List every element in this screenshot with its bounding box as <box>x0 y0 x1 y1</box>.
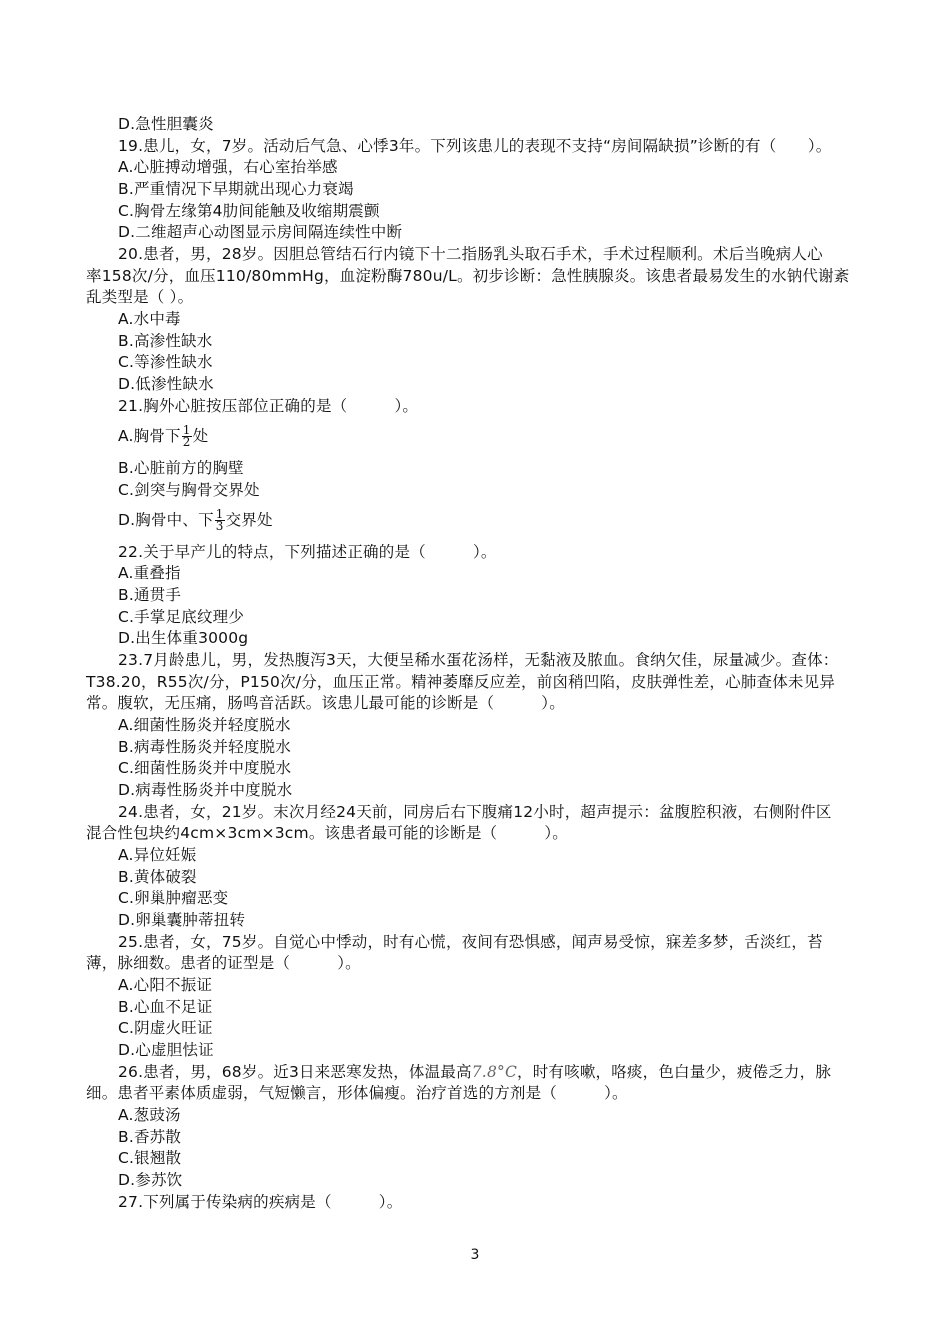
option-line: C.剑突与胸骨交界处 <box>118 481 260 499</box>
fraction-denominator: 3 <box>215 519 224 533</box>
option-line: D.卵巢囊肿蒂扭转 <box>118 911 246 929</box>
option-text: 交界处 <box>225 511 273 529</box>
question-20: 20.患者，男，28岁。因胆总管结石行内镜下十二指肠乳头取石手术，手术过程顺利。术后当晚病人心 <box>118 245 823 263</box>
option-line: A.异位妊娠 <box>118 846 197 864</box>
question-20-cont: 率158次/分，血压110/80mmHg，血淀粉酶780u/L。初步诊断：急性胰腺炎。该患者最易发生的水钠代谢紊 <box>86 267 850 285</box>
option-text: D.胸骨中、下 <box>118 511 214 529</box>
option-line-fraction <box>118 425 208 448</box>
fraction-numerator: 1 <box>182 423 191 437</box>
option-line: D.病毒性肠炎并中度脱水 <box>118 781 293 799</box>
fraction-numerator: 1 <box>215 507 224 521</box>
question-25-cont: 薄，脉细数。患者的证型是（ ）。 <box>86 954 361 972</box>
option-text: A.胸骨下 <box>118 427 181 445</box>
fraction-denominator: 2 <box>182 435 191 449</box>
option-line: A.葱豉汤 <box>118 1106 181 1124</box>
option-line: C.胸骨左缘第4肋间能触及收缩期震颤 <box>118 202 380 220</box>
fraction <box>182 425 192 448</box>
question-text: 26.患者，男，68岁。近3日来恶寒发热，体温最高 <box>118 1063 472 1081</box>
option-line: D.出生体重3000g <box>118 629 249 647</box>
option-line: B.严重情况下早期就出现心力衰竭 <box>118 180 354 198</box>
question-26 <box>118 1062 831 1082</box>
fraction <box>215 509 225 532</box>
option-line: A.细菌性肠炎并轻度脱水 <box>118 716 291 734</box>
option-line: A.水中毒 <box>118 310 181 328</box>
option-line: C.细菌性肠炎并中度脱水 <box>118 759 292 777</box>
question-25: 25.患者，女，75岁。自觉心中悸动，时有心慌，夜间有恐惧感，闻声易受惊，寐差多梦，舌淡红，苔 <box>118 933 823 951</box>
option-line: A.心脏搏动增强，右心室抬举感 <box>118 158 338 176</box>
question-27: 27.下列属于传染病的疾病是（ ）。 <box>118 1193 403 1211</box>
question-22: 22.关于早产儿的特点，下列描述正确的是（ ）。 <box>118 543 497 561</box>
option-line: D.二维超声心动图显示房间隔连续性中断 <box>118 223 403 241</box>
option-line: C.银翘散 <box>118 1149 182 1167</box>
option-line: D.参苏饮 <box>118 1171 183 1189</box>
question-21: 21.胸外心脏按压部位正确的是（ ）。 <box>118 397 419 415</box>
question-24: 24.患者，女，21岁。末次月经24天前，同房后右下腹痛12小时，超声提示：盆腹腔积液，右侧附件区 <box>118 803 832 821</box>
option-line: D.急性胆囊炎 <box>118 115 214 133</box>
option-line-fraction <box>118 509 273 532</box>
question-24-cont: 混合性包块约4cm×3cm×3cm。该患者最可能的诊断是（ ）。 <box>86 824 568 842</box>
option-line: D.低渗性缺水 <box>118 375 214 393</box>
option-line: B.心血不足证 <box>118 998 213 1016</box>
page-number: 3 <box>470 1247 480 1263</box>
option-line: C.卵巢肿瘤恶变 <box>118 889 229 907</box>
option-line: B.香苏散 <box>118 1128 182 1146</box>
question-23-cont: T38.20，R55次/分，P150次/分，血压正常。精神萎靡反应差，前囟稍凹陷，皮肤弹性差，心肺查体未见异 <box>86 673 836 691</box>
option-line: A.重叠指 <box>118 564 181 582</box>
option-line: B.心脏前方的胸壁 <box>118 459 244 477</box>
question-23-cont: 常。腹软，无压痛，肠鸣音活跃。该患儿最可能的诊断是（ ）。 <box>86 694 565 712</box>
option-line: C.手掌足底纹理少 <box>118 608 245 626</box>
option-line: B.黄体破裂 <box>118 868 197 886</box>
temperature-value: 7.8°C <box>471 1063 518 1081</box>
question-20-cont: 乱类型是（ ）。 <box>86 288 194 306</box>
question-19: 19.患儿，女，7岁。活动后气急、心悸3年。下列该患儿的表现不支持“房间隔缺损”诊断的有（ ）。 <box>118 137 832 155</box>
question-text: ，时有咳嗽，咯痰，色白量少，疲倦乏力，脉 <box>517 1063 832 1081</box>
option-line: B.通贯手 <box>118 586 182 604</box>
option-line: B.高渗性缺水 <box>118 332 213 350</box>
option-line: B.病毒性肠炎并轻度脱水 <box>118 738 291 756</box>
option-line: C.等渗性缺水 <box>118 353 213 371</box>
question-23: 23.7月龄患儿，男，发热腹泻3天，大便呈稀水蛋花汤样，无黏液及脓血。食纳欠佳，尿量减少。查体： <box>118 651 839 669</box>
question-26-cont: 细。患者平素体质虚弱，气短懒言，形体偏瘦。治疗首选的方剂是（ ）。 <box>86 1084 628 1102</box>
option-text: 处 <box>192 427 209 445</box>
option-line: D.心虚胆怯证 <box>118 1041 214 1059</box>
option-line: C.阴虚火旺证 <box>118 1019 213 1037</box>
option-line: A.心阳不振证 <box>118 976 213 994</box>
